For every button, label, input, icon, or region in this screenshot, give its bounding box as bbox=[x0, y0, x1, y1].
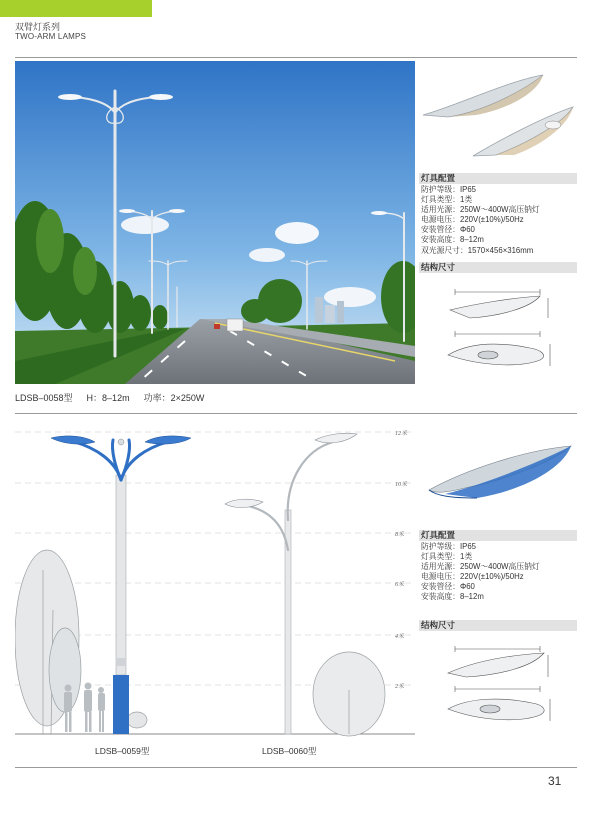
spec-type: 灯具类型：1类 bbox=[421, 195, 473, 205]
series-title-en: TWO-ARM LAMPS bbox=[15, 32, 87, 41]
product1-lamp-render bbox=[418, 63, 578, 163]
spec-pipe-diameter: 安装管径：Φ60 bbox=[421, 582, 475, 592]
product1-dimension-drawing bbox=[440, 280, 565, 375]
height-label-8: 8米 bbox=[395, 532, 405, 538]
height-label-6: 6米 bbox=[395, 582, 405, 588]
product1-config-heading: 灯具配置 bbox=[419, 173, 577, 184]
spec-install-height: 安装高度：8–12m bbox=[421, 235, 484, 245]
product1-model: LDSB–0058型 bbox=[15, 393, 73, 403]
product1-power: 功率：2×250W bbox=[143, 393, 205, 403]
product2-model-a: LDSB–0059型 bbox=[95, 746, 150, 756]
spec-protection: 防护等级：IP65 bbox=[421, 542, 477, 551]
product2-dimension-drawing bbox=[440, 637, 565, 727]
height-label-4: 4米 bbox=[395, 634, 405, 640]
height-label-2: 2米 bbox=[395, 684, 405, 690]
product2-model-b: LDSB–0060型 bbox=[262, 746, 317, 756]
height-label-12: 12米 bbox=[395, 431, 408, 437]
spec-dimensions: 双光源尺寸：1570×456×316mm bbox=[421, 245, 534, 255]
product2-lamp-render bbox=[425, 440, 575, 510]
spec-voltage: 电源电压：220V(±10%)/50Hz bbox=[421, 215, 524, 225]
series-title-cn: 双臂灯系列 bbox=[15, 22, 61, 32]
product1-caption bbox=[15, 391, 218, 404]
product2-config-heading: 灯具配置 bbox=[419, 530, 577, 541]
spec-voltage: 电源电压：220V(±10%)/50Hz bbox=[421, 572, 524, 582]
spec-pipe-diameter: 安装管径：Φ60 bbox=[421, 225, 475, 235]
pole-elevation-drawing bbox=[15, 420, 415, 740]
header-divider bbox=[15, 57, 577, 58]
spec-install-height: 安装高度：8–12m bbox=[421, 592, 484, 602]
section-divider bbox=[15, 413, 577, 414]
page-number: 31 bbox=[548, 774, 562, 788]
product2-structure-heading: 结构尺寸 bbox=[419, 620, 577, 631]
product2-spec-list bbox=[421, 542, 540, 603]
spec-protection: 防护等级：IP65 bbox=[421, 185, 477, 194]
spec-light-source: 适用光源：250W～400W高压钠灯 bbox=[421, 205, 540, 215]
product1-structure-heading: 结构尺寸 bbox=[419, 262, 577, 273]
spec-type: 灯具类型：1类 bbox=[421, 552, 473, 562]
product1-height: H：8–12m bbox=[86, 393, 130, 403]
street-photo bbox=[15, 61, 415, 384]
header-accent-bar bbox=[0, 0, 152, 17]
spec-light-source: 适用光源：250W～400W高压钠灯 bbox=[421, 562, 540, 572]
height-label-10: 10米 bbox=[395, 482, 408, 488]
footer-divider bbox=[15, 767, 577, 768]
product1-spec-list bbox=[421, 185, 540, 256]
